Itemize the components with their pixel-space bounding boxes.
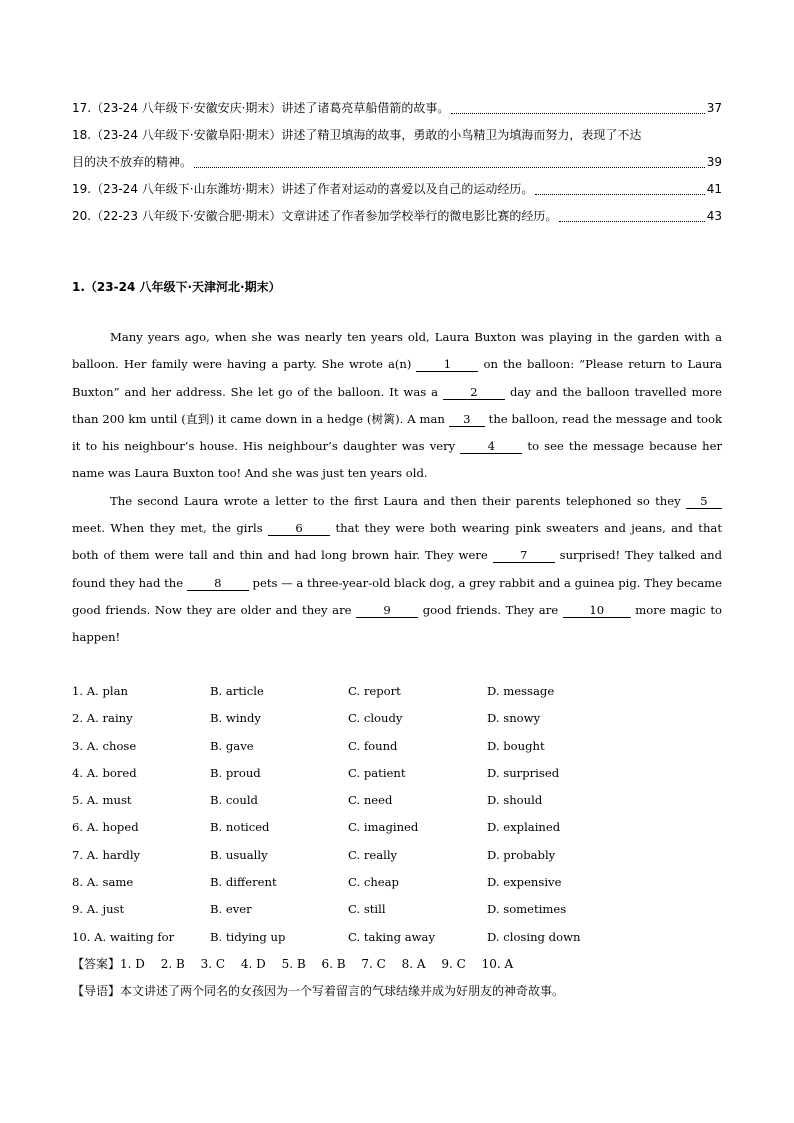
option-c[interactable]: C. still	[348, 902, 386, 917]
option-a[interactable]: 6. A. hoped	[72, 820, 139, 835]
option-b[interactable]: B. different	[210, 875, 277, 890]
option-a[interactable]: 5. A. must	[72, 793, 132, 808]
toc-entry-text: 17.（23-24 八年级下·安徽安庆·期末）讲述了诸葛亮草船借箭的故事。	[72, 101, 450, 115]
option-b[interactable]: B. noticed	[210, 820, 270, 835]
blank-6: 6	[268, 521, 330, 536]
answer-key	[72, 951, 513, 978]
toc-leader	[194, 149, 705, 168]
option-c[interactable]: C. taking away	[348, 929, 436, 944]
guide-label: 【导语】	[72, 984, 121, 998]
option-a[interactable]: 9. A. just	[72, 902, 125, 917]
option-d[interactable]: D. bought	[487, 738, 545, 753]
option-row	[72, 842, 722, 869]
toc-entry[interactable]	[72, 176, 722, 203]
option-d[interactable]: D. surprised	[487, 765, 560, 780]
option-d[interactable]: D. probably	[487, 847, 556, 862]
blank-8: 8	[187, 576, 249, 591]
toc-entry-text: 18.（23-24 八年级下·安徽阜阳·期末）讲述了精卫填海的故事，勇敢的小鸟精卫为填海而努力，表现了不达	[72, 128, 642, 142]
toc-leader	[559, 203, 704, 222]
toc-entry[interactable]	[72, 122, 722, 149]
option-row	[72, 896, 722, 923]
option-row	[72, 814, 722, 841]
option-b[interactable]: B. usually	[210, 847, 268, 862]
option-a[interactable]: 2. A. rainy	[72, 711, 133, 726]
blank-1: 1	[416, 357, 478, 372]
toc-page-number: 43	[706, 209, 722, 223]
option-a[interactable]: 8. A. same	[72, 875, 134, 890]
toc-entry[interactable]	[72, 203, 722, 230]
answer-options	[72, 678, 722, 951]
option-c[interactable]: C. found	[348, 738, 398, 753]
option-d[interactable]: D. expensive	[487, 875, 562, 890]
blank-5: 5	[686, 494, 722, 509]
option-row	[72, 733, 722, 760]
option-b[interactable]: B. could	[210, 793, 258, 808]
option-c[interactable]: C. imagined	[348, 820, 419, 835]
option-c[interactable]: C. cheap	[348, 875, 399, 890]
toc-entry-continued[interactable]	[72, 149, 722, 176]
blank-4: 4	[460, 439, 522, 454]
toc-leader	[451, 95, 704, 114]
option-c[interactable]: C. patient	[348, 765, 406, 780]
option-b[interactable]: B. article	[210, 684, 264, 698]
blank-7: 7	[493, 548, 555, 563]
option-b[interactable]: B. proud	[210, 765, 261, 780]
toc-page-number: 41	[706, 182, 722, 196]
option-d[interactable]: D. sometimes	[487, 902, 567, 917]
option-c[interactable]: C. really	[348, 847, 398, 862]
blank-10: 10	[563, 603, 631, 618]
toc-leader	[535, 176, 704, 195]
option-d[interactable]: D. explained	[487, 820, 561, 835]
toc-entry-text: 目的决不放弃的精神。	[72, 155, 193, 169]
option-row	[72, 869, 722, 896]
option-row	[72, 705, 722, 732]
toc-page-number: 39	[706, 155, 722, 169]
option-a[interactable]: 10. A. waiting for	[72, 929, 175, 944]
option-row	[72, 760, 722, 787]
option-row	[72, 787, 722, 814]
option-b[interactable]: B. windy	[210, 711, 261, 726]
passage-paragraph: The second Laura wrote a letter to the first Laura and then their parents telephoned so they 5 meet. When they met, the girls 6 that they were both wearing pink sweaters and jeans, and that both of them were tall and thin and had long brown hair. They were 7 surprised! They talked and found they had the 8 pets — a three-year-old black dog, a grey rabbit and a guinea pig. They became good friends. Now they are older and they are 9 good friends. They are 10 more magic to happen!	[72, 493, 723, 645]
option-c[interactable]: C. report	[348, 684, 401, 698]
option-c[interactable]: C. cloudy	[348, 711, 403, 726]
guide-body: 本文讲述了两个同名的女孩因为一个写着留言的气球结缘并成为好朋友的神奇故事。	[120, 984, 565, 998]
option-b[interactable]: B. gave	[210, 738, 254, 753]
answer-label: 【答案】	[72, 957, 121, 971]
option-b[interactable]: B. ever	[210, 902, 252, 917]
blank-2: 2	[443, 385, 505, 400]
option-d[interactable]: D. closing down	[487, 929, 581, 944]
passage-paragraph: Many years ago, when she was nearly ten years old, Laura Buxton was playing in the garden with a balloon. Her family were having a party. She wrote a(n) 1 on the balloon: “Please return to Laura Buxton” and her address. She let go of the balloon. It was a 2 day and the balloon travelled more than 200 km until (直到) it came down in a hedge (树篱). A man 3 the balloon, read the message and took it to his neighbour’s house. His neighbour’s daughter was very 4 to see the message because her name was Laura Buxton too! And she was just ten years old.	[72, 330, 723, 481]
blank-9: 9	[356, 603, 418, 618]
guide-text	[72, 978, 564, 1005]
question-heading: 1.（23-24 八年级下·天津河北·期末）	[72, 280, 281, 294]
option-a[interactable]: 4. A. bored	[72, 765, 137, 780]
option-a[interactable]: 7. A. hardly	[72, 847, 141, 862]
cloze-passage	[72, 324, 722, 652]
option-d[interactable]: D. message	[487, 684, 555, 698]
toc-entry[interactable]	[72, 95, 722, 122]
toc-entry-text: 19.（23-24 八年级下·山东潍坊·期末）讲述了作者对运动的喜爱以及自己的运动经历。	[72, 182, 534, 196]
answer-values: 1. D 2. B 3. C 4. D 5. B 6. B 7. C 8. A 9. C 10. A	[120, 957, 514, 971]
table-of-contents	[72, 95, 722, 230]
option-a[interactable]: 3. A. chose	[72, 738, 137, 753]
option-c[interactable]: C. need	[348, 793, 393, 808]
blank-3: 3	[449, 412, 485, 427]
option-b[interactable]: B. tidying up	[210, 929, 286, 944]
toc-entry-text: 20.（22-23 八年级下·安徽合肥·期末）文章讲述了作者参加学校举行的微电影比赛的经历。	[72, 209, 558, 223]
option-a[interactable]: 1. A. plan	[72, 684, 128, 698]
option-row	[72, 678, 722, 705]
option-d[interactable]: D. should	[487, 793, 543, 808]
option-row	[72, 924, 722, 951]
option-d[interactable]: D. snowy	[487, 711, 541, 726]
toc-page-number: 37	[706, 101, 722, 115]
